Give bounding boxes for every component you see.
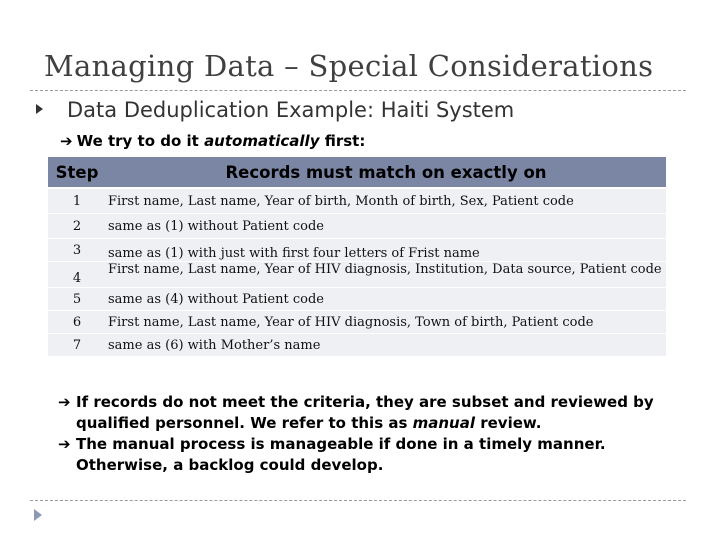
notes: [58, 392, 678, 476]
sub-point-emphasis: automatically: [204, 132, 320, 150]
table-row: [48, 311, 666, 334]
sub-point: [60, 132, 365, 150]
note-manual-process: [58, 434, 678, 476]
step-number: 1: [48, 189, 106, 214]
step-number: 4: [48, 262, 106, 288]
bullet-heading: Data Deduplication Example: Haiti System: [67, 98, 515, 122]
table-row: [48, 214, 666, 239]
match-criteria: First name, Last name, Year of HIV diagnosis, Town of birth, Patient code: [106, 311, 666, 334]
match-criteria: same as (1) with just with first four letters of Frist name: [106, 239, 666, 262]
table-row: [48, 288, 666, 311]
note-automatic-fallback: [58, 392, 678, 434]
right-arrow-icon: ➔: [58, 435, 71, 453]
right-arrow-icon: ➔: [60, 132, 73, 150]
right-arrow-icon: ➔: [58, 393, 71, 411]
table-row: [48, 189, 666, 214]
footer-divider: [30, 500, 686, 501]
match-criteria: same as (6) with Mother’s name: [106, 334, 666, 357]
match-criteria: First name, Last name, Year of birth, Month of birth, Sex, Patient code: [106, 189, 666, 214]
table-row: [48, 334, 666, 357]
sub-point-prefix: We try to do it: [76, 132, 205, 150]
match-criteria: First name, Last name, Year of HIV diagnosis, Institution, Data source, Patient code: [106, 262, 666, 288]
table-row: [48, 262, 666, 288]
title-divider: [30, 90, 686, 91]
header-records: Records must match on exactly on: [106, 157, 666, 189]
step-number: 3: [48, 239, 106, 262]
header-step: Step: [48, 157, 106, 189]
match-criteria: same as (1) without Patient code: [106, 214, 666, 239]
slide-title: Managing Data – Special Considerations: [44, 49, 654, 83]
note2-text: The manual process is manageable if done in a timely manner. Otherwise, a backlog could develop.: [76, 435, 606, 474]
table-header-row: [48, 157, 666, 189]
step-number: 5: [48, 288, 106, 311]
table-row: [48, 239, 666, 262]
triangle-bullet-icon: [36, 104, 43, 114]
deduplication-table: [48, 157, 666, 357]
note1-emphasis: manual: [412, 414, 475, 432]
step-number: 6: [48, 311, 106, 334]
step-number: 7: [48, 334, 106, 357]
note1-text-a: If records do not meet the criteria, they are subset and reviewed by qualified personnel. We refer to this as: [76, 393, 654, 432]
corner-triangle-icon: [34, 509, 42, 521]
sub-point-suffix: first:: [319, 132, 366, 150]
note1-text-b: review.: [475, 414, 542, 432]
step-number: 2: [48, 214, 106, 239]
match-criteria: same as (4) without Patient code: [106, 288, 666, 311]
